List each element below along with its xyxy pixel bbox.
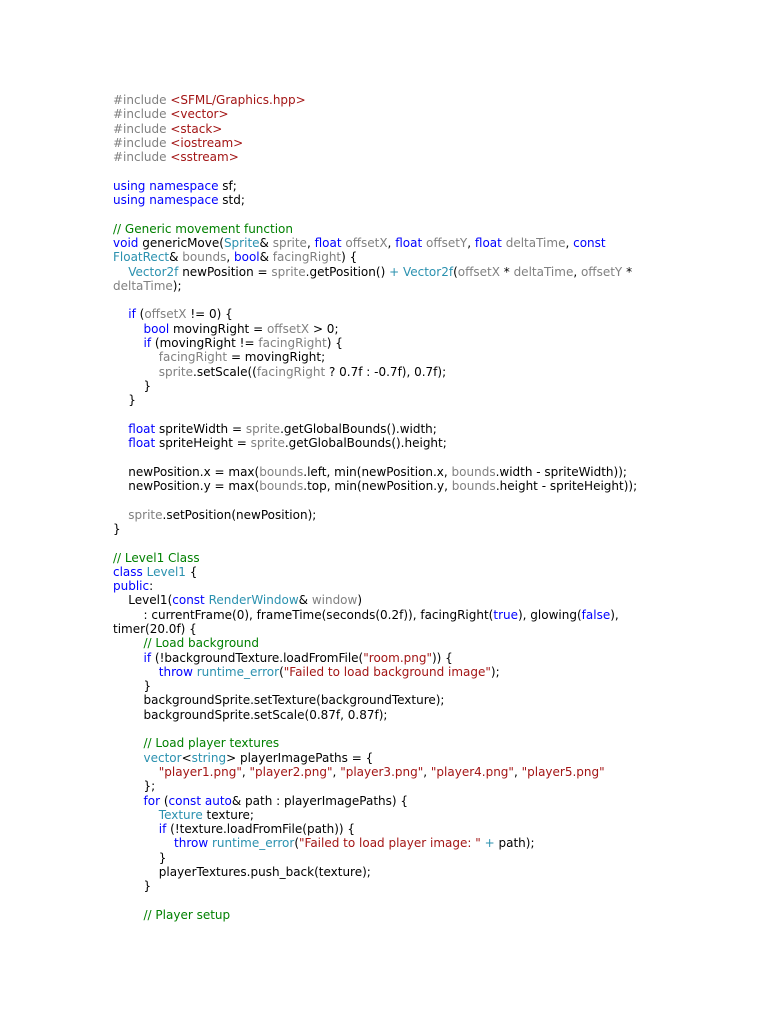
code-line: [113, 536, 733, 550]
code-token: ),: [610, 607, 619, 622]
code-token: newPosition.x = max(: [113, 464, 260, 479]
code-line: [113, 636, 733, 650]
code-token: if: [128, 307, 136, 322]
code-token: bool: [233, 250, 260, 265]
code-token: .top, min(newPosition.y,: [303, 479, 452, 494]
code-token: }: [113, 879, 152, 894]
code-token: ) {: [326, 336, 343, 351]
code-line: [113, 665, 733, 679]
code-token: .left, min(newPosition.x,: [303, 464, 452, 479]
code-token: .height - spriteHeight));: [495, 479, 638, 494]
code-token: : currentFrame(0), frameTime(seconds(0.2f)), facingRight(: [113, 607, 494, 622]
code-token: ,: [226, 250, 234, 265]
code-token: .setScale((: [193, 364, 257, 379]
code-token: );: [490, 664, 500, 679]
code-token: [113, 322, 144, 336]
code-token: [113, 365, 159, 379]
code-token: ,: [241, 764, 250, 779]
code-token: *: [622, 264, 633, 279]
code-token: newPosition =: [178, 264, 272, 279]
code-token: if: [143, 650, 152, 665]
code-line: [113, 579, 733, 593]
code-line: [113, 222, 733, 236]
code-token: );: [172, 278, 182, 293]
code-token: .width - spriteWidth));: [495, 464, 627, 479]
code-token: > 0;: [309, 321, 339, 336]
code-token: [113, 350, 159, 364]
code-token: [113, 822, 159, 836]
code-token: <: [181, 750, 192, 765]
code-line: [113, 622, 733, 636]
code-token: spriteHeight =: [155, 436, 251, 451]
code-token: #include: [113, 121, 171, 136]
code-token: using: [113, 178, 146, 193]
code-token: facingRight: [272, 250, 342, 265]
code-token: runtime_error: [196, 664, 280, 679]
code-token: )) {: [432, 650, 453, 665]
code-token: ,: [423, 764, 431, 779]
code-token: }: [113, 679, 152, 694]
code-line: [113, 822, 733, 836]
code-token: [113, 508, 128, 522]
code-token: <SFML/Graphics.hpp>: [170, 93, 306, 107]
code-token: float: [314, 235, 342, 250]
code-line: [113, 593, 733, 607]
code-token: bounds: [259, 479, 304, 494]
code-line: [113, 422, 733, 436]
code-token: if: [158, 822, 167, 837]
code-line: [113, 393, 733, 407]
code-token: "player1.png": [158, 764, 242, 779]
code-line: [113, 265, 733, 279]
code-token: [113, 307, 128, 321]
code-token: offsetX: [266, 321, 310, 336]
code-line: [113, 894, 733, 908]
code-line: [113, 408, 733, 422]
code-line: [113, 722, 733, 736]
code-token: window: [311, 593, 358, 608]
code-token: throw: [174, 836, 209, 851]
code-line: [113, 522, 733, 536]
code-line: [113, 651, 733, 665]
code-line: [113, 751, 733, 765]
code-block: [113, 93, 733, 922]
code-token: ,: [513, 764, 522, 779]
code-token: backgroundSprite.setScale(0.87f, 0.87f);: [113, 707, 388, 722]
code-token: [113, 436, 128, 450]
code-token: for: [143, 793, 161, 808]
code-token: deltaTime: [513, 264, 574, 279]
code-token: &: [259, 250, 273, 265]
code-token: Sprite: [223, 235, 260, 250]
code-line: [113, 565, 733, 579]
code-line: [113, 479, 733, 493]
code-token: Texture: [158, 807, 203, 822]
code-token: [113, 794, 144, 808]
code-token: [113, 636, 144, 650]
code-token: path);: [494, 836, 535, 851]
code-line: [113, 708, 733, 722]
code-token: // Level1 Class: [113, 550, 200, 565]
code-token: backgroundSprite.setTexture(backgroundTexture);: [113, 693, 445, 708]
code-token: const: [172, 593, 205, 608]
code-token: float: [128, 421, 156, 436]
code-token: using: [113, 193, 146, 208]
code-token: "player5.png": [521, 764, 605, 779]
code-token: deltaTime: [113, 278, 173, 293]
code-token: runtime_error: [212, 836, 295, 851]
code-line: [113, 193, 733, 207]
code-token: +: [484, 836, 495, 851]
code-token: bounds: [182, 250, 227, 265]
code-token: // Player setup: [143, 907, 231, 922]
code-token: sprite: [271, 264, 306, 279]
code-token: vector: [143, 750, 182, 765]
code-line: [113, 908, 733, 922]
code-token: namespace: [149, 178, 219, 193]
code-token: {: [185, 564, 198, 579]
code-line: [113, 493, 733, 507]
code-token: [113, 736, 144, 750]
code-token: #include: [113, 93, 171, 107]
code-token: *: [499, 264, 514, 279]
code-token: (: [453, 264, 458, 279]
code-line: [113, 465, 733, 479]
code-token: [113, 836, 174, 850]
code-line: [113, 794, 733, 808]
code-line: [113, 693, 733, 707]
code-token: if: [143, 336, 152, 351]
code-token: // Generic movement function: [113, 221, 293, 236]
code-token: .getGlobalBounds().width;: [280, 421, 437, 436]
code-token: <iostream>: [170, 135, 244, 150]
code-token: offsetX: [345, 235, 388, 250]
code-line: [113, 279, 733, 293]
code-token: facingRight: [256, 364, 326, 379]
code-line: [113, 879, 733, 893]
code-token: }: [113, 521, 121, 536]
code-token: .setPosition(newPosition);: [162, 507, 317, 522]
code-token: sprite: [158, 364, 194, 379]
code-token: string: [191, 750, 227, 765]
code-token: "player4.png": [430, 764, 514, 779]
code-token: offsetY: [425, 235, 468, 250]
code-line: [113, 608, 733, 622]
code-token: #include: [113, 107, 171, 122]
code-token: "player2.png": [249, 764, 333, 779]
code-token: deltaTime: [505, 235, 566, 250]
code-token: (!backgroundTexture.loadFromFile(: [151, 650, 364, 665]
code-token: [113, 665, 159, 679]
code-token: std;: [218, 193, 245, 208]
code-line: [113, 293, 733, 307]
code-token: offsetY: [580, 264, 623, 279]
code-token: newPosition.y = max(: [113, 479, 260, 494]
code-line: [113, 450, 733, 464]
code-token: "Failed to load player image: ": [299, 836, 481, 851]
code-token: [113, 336, 144, 350]
code-token: void: [113, 235, 139, 250]
code-line: [113, 365, 733, 379]
code-line: [113, 808, 733, 822]
code-token: (!texture.loadFromFile(path)) {: [166, 822, 356, 837]
code-token: bounds: [451, 479, 496, 494]
code-line: [113, 164, 733, 178]
code-token: public: [113, 579, 150, 594]
code-token: Level1(: [113, 593, 173, 608]
code-token: [113, 808, 159, 822]
code-token: #include: [113, 135, 171, 150]
code-token: true: [493, 607, 518, 622]
code-token: float: [474, 235, 502, 250]
code-line: [113, 836, 733, 850]
code-line: [113, 436, 733, 450]
code-token: #include: [113, 150, 171, 165]
code-token: [113, 422, 128, 436]
code-line: [113, 136, 733, 150]
code-token: genericMove(: [138, 235, 224, 250]
code-token: sf;: [218, 178, 237, 193]
code-token: facingRight: [158, 350, 228, 365]
code-token: ,: [306, 235, 315, 250]
code-token: texture;: [202, 807, 254, 822]
code-token: timer(20.0f) {: [113, 621, 197, 636]
code-token: bounds: [259, 464, 304, 479]
code-token: // Load player textures: [143, 736, 280, 751]
code-token: }: [113, 393, 136, 408]
code-token: sprite: [245, 421, 281, 436]
code-token: Vector2f: [128, 264, 179, 279]
code-token: &: [259, 235, 273, 250]
code-token: class: [113, 564, 143, 579]
code-line: [113, 150, 733, 164]
code-token: playerTextures.push_back(texture);: [113, 865, 371, 880]
code-token: sprite: [272, 235, 307, 250]
code-token: ), glowing(: [518, 607, 582, 622]
code-line: [113, 107, 733, 121]
code-token: [113, 908, 144, 922]
code-token: [113, 765, 159, 779]
code-token: Vector2f: [402, 264, 454, 279]
code-line: [113, 236, 733, 250]
code-token: != 0) {: [186, 307, 233, 322]
code-token: ,: [573, 264, 581, 279]
code-token: (: [279, 664, 284, 679]
code-token: <vector>: [170, 107, 229, 122]
code-line: [113, 122, 733, 136]
code-line: [113, 350, 733, 364]
code-line: [113, 736, 733, 750]
code-token: <sstream>: [170, 150, 239, 165]
code-line: [113, 851, 733, 865]
code-token: ): [357, 593, 363, 608]
code-line: [113, 307, 733, 321]
code-token: bounds: [451, 464, 496, 479]
code-line: [113, 508, 733, 522]
code-token: float: [395, 235, 423, 250]
code-token: const: [168, 793, 202, 808]
code-token: .getPosition(): [305, 264, 390, 279]
code-token: }: [113, 850, 167, 865]
code-token: [113, 265, 128, 279]
code-token: "Failed to load background image": [283, 664, 491, 679]
code-token: FloatRect: [113, 250, 170, 265]
code-token: [113, 651, 144, 665]
code-token: Level1: [146, 564, 186, 579]
code-token: ,: [565, 235, 574, 250]
code-token: offsetX: [457, 264, 500, 279]
code-token: "room.png": [363, 650, 432, 665]
code-token: &: [169, 250, 183, 265]
code-token: offsetX: [144, 307, 187, 322]
code-token: (: [135, 307, 145, 322]
code-token: const: [573, 235, 606, 250]
code-token: <stack>: [170, 121, 223, 136]
code-token: float: [128, 436, 156, 451]
code-token: };: [113, 779, 156, 794]
code-line: [113, 765, 733, 779]
code-token: ,: [387, 235, 396, 250]
code-token: sprite: [128, 507, 163, 522]
code-token: +: [389, 264, 400, 279]
code-token: bool: [143, 321, 170, 336]
code-token: ,: [467, 235, 475, 250]
code-token: auto: [204, 793, 232, 808]
code-token: }: [113, 378, 152, 393]
code-line: [113, 179, 733, 193]
code-line: [113, 322, 733, 336]
code-line: [113, 865, 733, 879]
code-line: [113, 250, 733, 264]
code-line: [113, 551, 733, 565]
code-token: false: [581, 607, 611, 622]
code-line: [113, 679, 733, 693]
code-token: RenderWindow: [208, 593, 299, 608]
code-token: (movingRight !=: [151, 336, 259, 351]
code-token: :: [149, 579, 154, 594]
code-token: & path : playerImagePaths) {: [231, 793, 409, 808]
code-line: [113, 93, 733, 107]
code-token: (: [294, 836, 299, 851]
code-token: facingRight: [258, 336, 327, 351]
code-token: [113, 751, 144, 765]
code-token: .getGlobalBounds().height;: [284, 436, 447, 451]
code-token: throw: [158, 664, 193, 679]
code-token: = movingRight;: [227, 350, 326, 365]
code-token: (: [160, 793, 169, 808]
code-token: ,: [332, 764, 341, 779]
code-token: spriteWidth =: [155, 421, 246, 436]
code-line: [113, 207, 733, 221]
code-token: namespace: [149, 193, 219, 208]
code-token: ? 0.7f : -0.7f), 0.7f);: [325, 364, 447, 379]
code-line: [113, 336, 733, 350]
code-line: [113, 379, 733, 393]
code-token: &: [298, 593, 312, 608]
code-token: > playerImagePaths = {: [226, 750, 374, 765]
code-line: [113, 779, 733, 793]
code-token: // Load background: [143, 636, 259, 651]
code-token: "player3.png": [340, 764, 424, 779]
code-token: sprite: [250, 436, 285, 451]
code-token: ) {: [341, 250, 358, 265]
code-token: movingRight =: [169, 321, 267, 336]
